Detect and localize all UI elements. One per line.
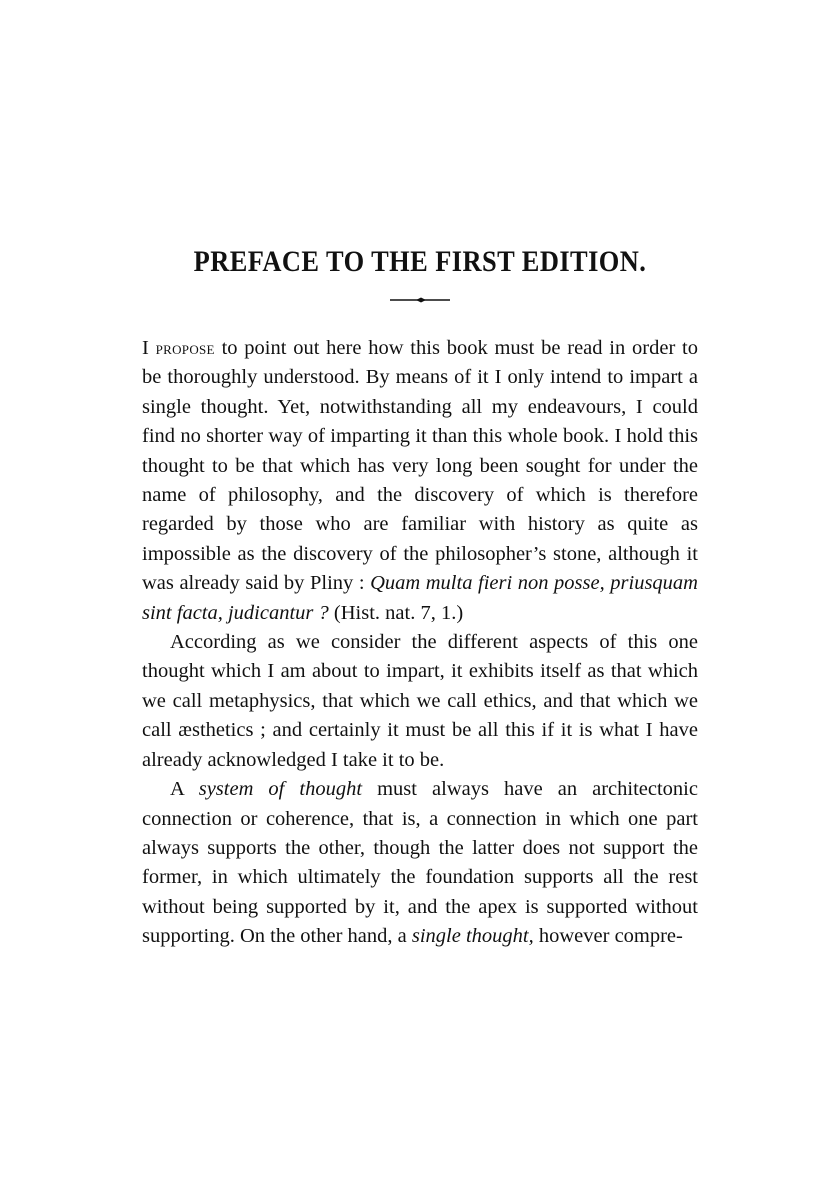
citation: (Hist. nat. 7, 1.) xyxy=(328,601,464,624)
paragraph-3-seg-0: A xyxy=(170,778,199,801)
paragraph-3-seg-4: however compre- xyxy=(533,925,683,948)
preface-body xyxy=(142,334,698,952)
paragraph-3 xyxy=(142,775,698,951)
paragraph-1-seg-2: to point out here how this book must be read in order to be thoroughly understood. By means of it I only intend to impart a single thought. Yet, notwithstanding all my endeavours, I could find no shorter way of imparting it than this whole book. I hold this thought to be that which has very long been sought for under the name of philosophy, and the discovery of which is therefore regarded by those who are familiar with history as quite as impossible as the discovery of the philosopher’s stone, although it was already said by Pliny : xyxy=(142,337,698,595)
paragraph-1 xyxy=(142,334,698,628)
rule-with-diamond-ornament-icon xyxy=(390,297,450,303)
paragraph-1-smallcaps-word: propose xyxy=(155,338,215,358)
page-title: PREFACE TO THE FIRST EDITION. xyxy=(193,245,647,278)
paragraph-2 xyxy=(142,628,698,775)
paragraph-2-seg-0: According as we consider the different aspects of this one thought which I am about to impart, it exhibits itself as that which we call metaphysics, that which we call ethics, and that which we call æsthetics ; and certainly it must be all this if it is what I have already acknowledged I take it to be. xyxy=(142,631,698,771)
latin-quotation: Quam multa fieri non posse, priusquam sint facta, judicantur ? xyxy=(142,572,698,624)
system-of-thought-emphasis: system of thought xyxy=(198,778,363,801)
paragraph-3-seg-2: must always have an architectonic connection or coherence, that is, a connection in which one part always supports the other, though the latter does not support the former, in which ultimately the foundation supports all the rest without being supported by it, and the apex is supported without supporting. On the other hand, a xyxy=(142,778,698,948)
single-thought-emphasis: single thought, xyxy=(411,925,534,948)
paragraph-1-seg-0: I xyxy=(142,337,156,359)
